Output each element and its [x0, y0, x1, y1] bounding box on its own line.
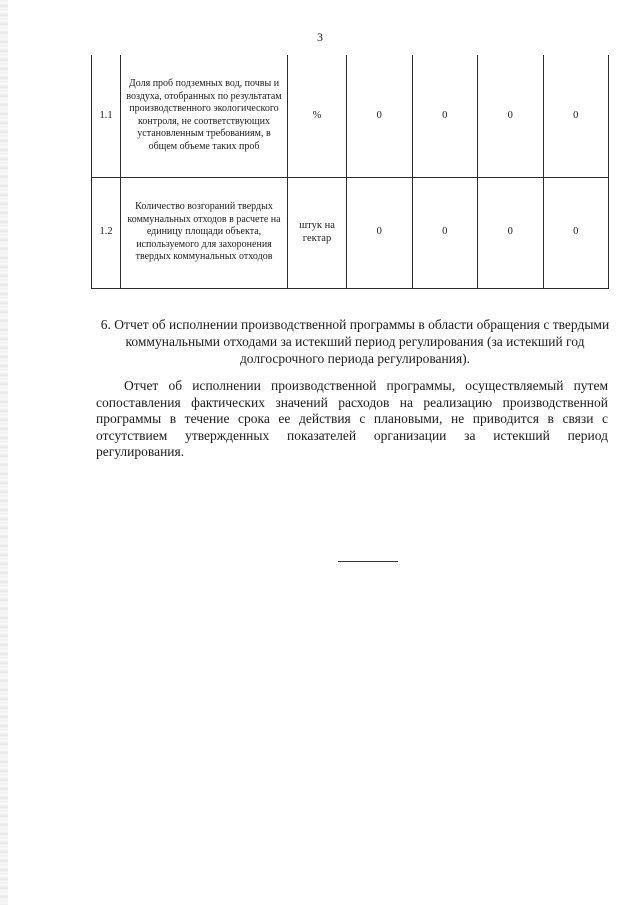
section-heading: 6. Отчет об исполнении производственной программы в области обращения с твердыми коммунальными отходами за истекший период регулирования (за истекший год долгосрочного периода регулирования). — [100, 317, 610, 366]
scan-edge — [0, 0, 8, 905]
value-cell: 0 — [543, 177, 609, 288]
value-cell: 0 — [347, 55, 413, 177]
table-row — [92, 55, 609, 177]
body-paragraph: Отчет об исполнении производственной программы, осуществляемый путем сопоставления фактических значений расходов на реализацию производственной программы в течение срока ее действия с плановыми, не приводится в связи с отсутствием утвержденных показателей организации за истекший период регулирования. — [96, 378, 608, 459]
indicator-name: Количество возгораний твердых коммунальных отходов в расчете на единицу площади объекта, используемого для захоронения твердых коммунальных отходов — [121, 177, 288, 288]
page-number: 3 — [317, 30, 323, 44]
indicator-name: Доля проб подземных вод, почвы и воздуха, отобранных по результатам производственного экологического контроля, не соответствующих установленным требованиям, в общем объеме таких проб — [121, 55, 288, 177]
unit-cell: % — [288, 55, 347, 177]
value-cell: 0 — [412, 55, 478, 177]
value-cell: 0 — [543, 55, 609, 177]
indicators-table — [91, 55, 609, 289]
row-number: 1.1 — [92, 55, 121, 177]
unit-cell: штук на гектар — [288, 177, 347, 288]
row-number: 1.2 — [92, 177, 121, 288]
value-cell: 0 — [347, 177, 413, 288]
value-cell: 0 — [412, 177, 478, 288]
value-cell: 0 — [478, 55, 544, 177]
value-cell: 0 — [478, 177, 544, 288]
table-row — [92, 177, 609, 288]
closing-rule — [338, 561, 398, 562]
